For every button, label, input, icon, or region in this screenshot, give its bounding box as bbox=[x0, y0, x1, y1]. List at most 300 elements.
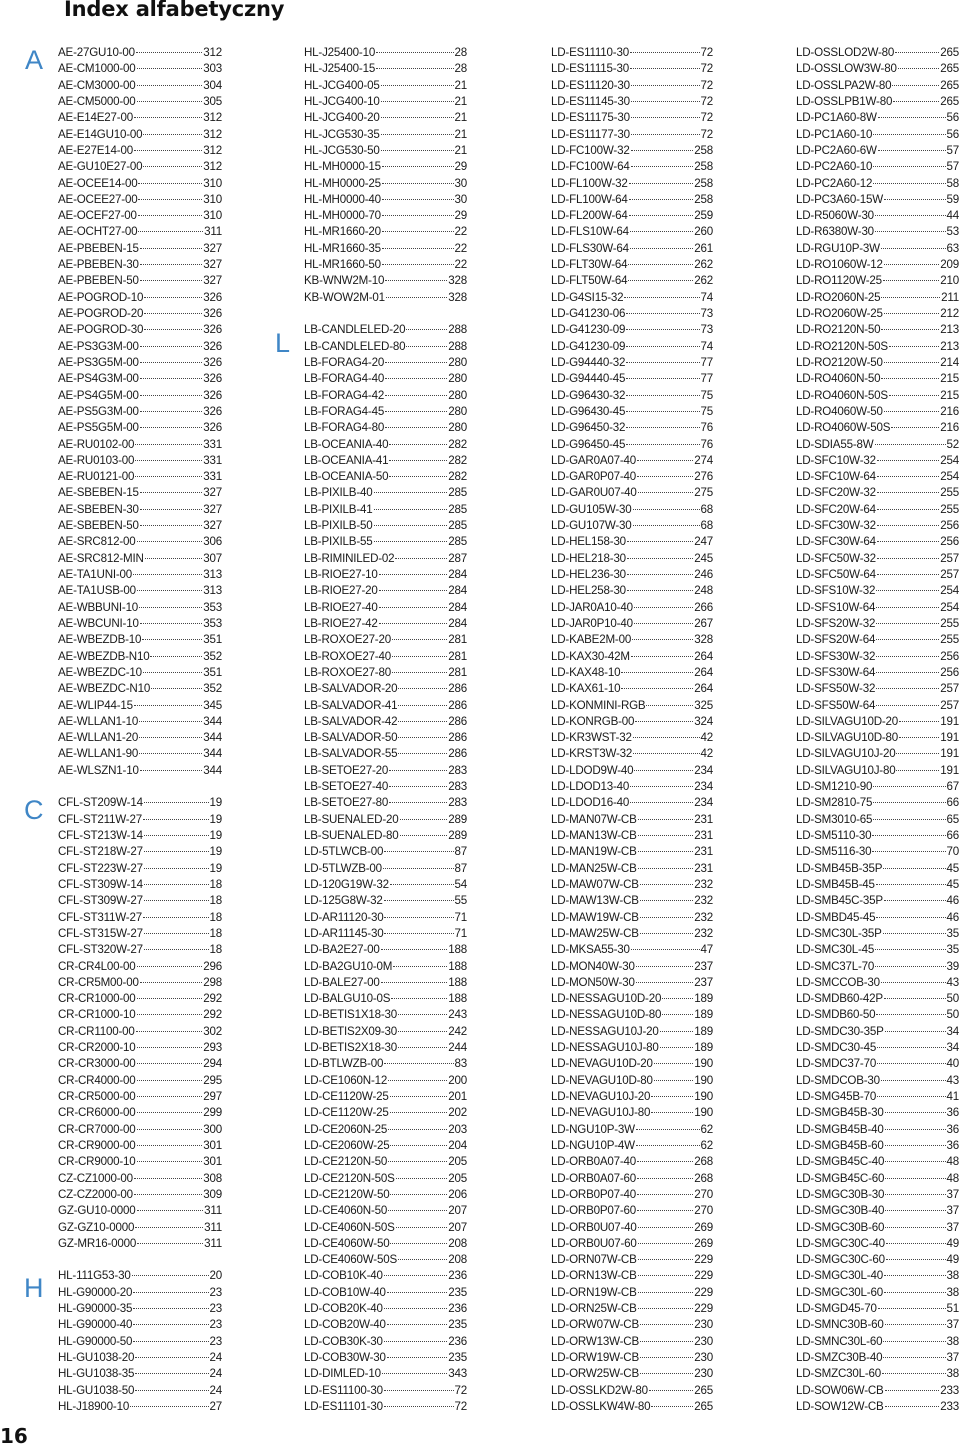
index-entry bbox=[304, 1187, 467, 1203]
dot-leader bbox=[873, 819, 945, 820]
index-entry bbox=[796, 795, 959, 811]
entry-page: 270 bbox=[694, 1187, 713, 1201]
dot-leader bbox=[135, 1390, 208, 1391]
entry-code: LD-RO2120W-50 bbox=[796, 355, 883, 369]
dot-leader bbox=[626, 427, 699, 428]
entry-code: LD-G4SI15-32 bbox=[551, 290, 624, 304]
entry-code: LB-PIXILB-50 bbox=[304, 519, 373, 533]
dot-leader bbox=[876, 590, 939, 591]
index-entry bbox=[796, 1334, 959, 1350]
index-entry bbox=[58, 143, 222, 159]
entry-page: 213 bbox=[940, 323, 959, 337]
entry-code: CFL-ST315W-27 bbox=[58, 926, 143, 940]
entry-code: LD-SMGB45C-40 bbox=[796, 1155, 885, 1169]
dot-leader bbox=[638, 868, 694, 869]
entry-page: 76 bbox=[700, 421, 713, 435]
dot-leader bbox=[640, 900, 693, 901]
entry-code: LB-OCEANIA-40 bbox=[304, 437, 389, 451]
entry-code: LD-RGU10P-3W bbox=[796, 241, 880, 255]
entry-code: CR-CR3000-00 bbox=[58, 1057, 136, 1071]
index-entry bbox=[796, 1383, 959, 1399]
entry-code: LD-BALGU10-0S bbox=[304, 992, 391, 1006]
entry-page: 283 bbox=[448, 763, 467, 777]
entry-page: 268 bbox=[694, 1171, 713, 1185]
index-entry bbox=[551, 388, 713, 404]
entry-code: LD-5TLWZB-00 bbox=[304, 861, 382, 875]
index-entry bbox=[304, 1122, 467, 1138]
dot-leader bbox=[876, 884, 946, 885]
entry-code: LD-LDOD9W-40 bbox=[551, 763, 634, 777]
entry-page: 56 bbox=[946, 127, 959, 141]
entry-page: 37 bbox=[946, 1318, 959, 1332]
dot-leader bbox=[638, 1259, 694, 1260]
entry-code: HL-J25400-10 bbox=[304, 46, 376, 59]
dot-leader bbox=[388, 1129, 447, 1130]
dot-leader bbox=[135, 1373, 208, 1374]
index-entry bbox=[796, 1171, 959, 1187]
dot-leader bbox=[892, 85, 939, 86]
dot-leader bbox=[385, 395, 447, 396]
index-entry bbox=[304, 159, 467, 175]
entry-page: 54 bbox=[454, 877, 467, 891]
index-entry bbox=[58, 404, 222, 420]
entry-page: 301 bbox=[203, 1155, 222, 1169]
index-entry bbox=[58, 795, 222, 811]
entry-page: 327 bbox=[203, 519, 222, 533]
section-letter-h: H bbox=[24, 1273, 44, 1303]
entry-page: 233 bbox=[940, 1383, 959, 1397]
index-entry bbox=[796, 1089, 959, 1105]
entry-code: LB-PIXILB-40 bbox=[304, 486, 373, 500]
dot-leader bbox=[876, 607, 939, 608]
index-entry bbox=[796, 94, 959, 110]
entry-code: LD-SFC30W-64 bbox=[796, 535, 876, 549]
index-entry bbox=[796, 812, 959, 828]
dot-leader bbox=[899, 721, 939, 722]
index-entry bbox=[58, 991, 222, 1007]
entry-page: 280 bbox=[448, 404, 467, 418]
dot-leader bbox=[875, 215, 946, 216]
entry-page: 254 bbox=[940, 584, 959, 598]
dot-leader bbox=[389, 460, 447, 461]
dot-leader bbox=[140, 525, 203, 526]
entry-code: LD-COB20K-40 bbox=[304, 1302, 383, 1316]
index-entry bbox=[304, 567, 467, 583]
index-entry bbox=[796, 502, 959, 518]
entry-code: AE-RU0102-00 bbox=[58, 437, 135, 451]
dot-leader bbox=[876, 1014, 945, 1015]
dot-leader bbox=[881, 982, 946, 983]
index-entry bbox=[304, 1105, 467, 1121]
entry-page: 325 bbox=[694, 698, 713, 712]
index-entry bbox=[551, 1203, 713, 1219]
entry-page: 266 bbox=[694, 600, 713, 614]
entry-page: 295 bbox=[203, 1073, 222, 1087]
entry-code: LD-5TLWCB-00 bbox=[304, 845, 384, 859]
dot-leader bbox=[884, 1275, 946, 1276]
entry-code: LD-SMB45B-35P bbox=[796, 861, 883, 875]
entry-page: 344 bbox=[203, 731, 222, 745]
entry-code: AE-OCEE14-00 bbox=[58, 176, 138, 190]
entry-code: HL-GU1038-35 bbox=[58, 1367, 135, 1381]
entry-page: 52 bbox=[946, 437, 959, 451]
index-entry bbox=[796, 1007, 959, 1023]
dot-leader bbox=[883, 933, 946, 934]
entry-page: 264 bbox=[694, 665, 713, 679]
index-entry bbox=[304, 502, 467, 518]
entry-page: 344 bbox=[203, 763, 222, 777]
entry-page: 212 bbox=[940, 307, 959, 320]
entry-page: 280 bbox=[448, 372, 467, 386]
entry-code: LD-ORB0A07-40 bbox=[551, 1155, 637, 1169]
index-entry bbox=[304, 404, 467, 420]
entry-page: 58 bbox=[946, 176, 959, 190]
entry-page: 210 bbox=[940, 274, 959, 288]
index-entry bbox=[58, 1383, 222, 1399]
dot-leader bbox=[885, 1390, 940, 1391]
entry-code: AE-PS3G3M-00 bbox=[58, 339, 139, 353]
entry-code: LD-AR11120-30 bbox=[304, 910, 384, 924]
dot-leader bbox=[137, 1210, 204, 1211]
index-entry bbox=[58, 1399, 222, 1415]
dot-leader bbox=[398, 753, 447, 754]
entry-code: LD-CE1120W-25 bbox=[304, 1106, 389, 1120]
index-entry bbox=[304, 78, 467, 94]
index-entry bbox=[796, 600, 959, 616]
index-entry bbox=[796, 534, 959, 550]
entry-code: CFL-ST213W-14 bbox=[58, 829, 143, 842]
dot-leader bbox=[886, 1259, 946, 1260]
dot-leader bbox=[884, 313, 939, 314]
index-entry bbox=[58, 877, 222, 893]
dot-leader bbox=[140, 492, 203, 493]
entry-page: 66 bbox=[946, 829, 959, 842]
dot-leader bbox=[385, 280, 447, 281]
dot-leader bbox=[133, 1292, 208, 1293]
index-entry bbox=[304, 437, 467, 453]
entry-page: 280 bbox=[448, 355, 467, 369]
index-entry bbox=[796, 975, 959, 991]
entry-page: 23 bbox=[209, 1302, 222, 1316]
dot-leader bbox=[384, 851, 453, 852]
entry-code: AE-SBEBEN-15 bbox=[58, 486, 139, 500]
entry-page: 293 bbox=[203, 1041, 222, 1055]
index-entry bbox=[551, 469, 713, 485]
index-entry bbox=[551, 1040, 713, 1056]
entry-code: LD-ORW07W-CB bbox=[551, 1318, 640, 1332]
dot-leader bbox=[885, 1406, 940, 1407]
entry-page: 72 bbox=[700, 127, 713, 141]
entry-page: 267 bbox=[694, 616, 713, 630]
index-column-3 bbox=[551, 45, 713, 1415]
index-entry bbox=[58, 649, 222, 665]
index-entry bbox=[796, 763, 959, 779]
entry-code: HL-JCG400-20 bbox=[304, 111, 380, 125]
entry-page: 24 bbox=[209, 1367, 222, 1381]
index-entry bbox=[796, 567, 959, 583]
entry-page: 188 bbox=[448, 975, 467, 989]
index-entry bbox=[551, 1220, 713, 1236]
entry-page: 313 bbox=[203, 584, 222, 598]
dot-leader bbox=[137, 1080, 203, 1081]
dot-leader bbox=[637, 1210, 693, 1211]
dot-leader bbox=[640, 1341, 693, 1342]
entry-code: LD-PC1A60-8W bbox=[796, 111, 877, 125]
entry-page: 245 bbox=[694, 551, 713, 565]
entry-code: AE-WLLAN1-10 bbox=[58, 714, 139, 728]
entry-code: GZ-MR16-0000 bbox=[58, 1236, 137, 1250]
entry-page: 302 bbox=[203, 1024, 222, 1038]
entry-page: 24 bbox=[209, 1351, 222, 1364]
dot-leader bbox=[389, 476, 447, 477]
dot-leader bbox=[382, 248, 454, 249]
index-entry bbox=[58, 1236, 222, 1252]
entry-page: 234 bbox=[694, 796, 713, 810]
entry-page: 77 bbox=[700, 355, 713, 369]
entry-code: LD-RO1120W-25 bbox=[796, 274, 882, 288]
entry-page: 27 bbox=[209, 1399, 222, 1413]
index-entry bbox=[304, 551, 467, 567]
dot-leader bbox=[389, 770, 447, 771]
entry-page: 232 bbox=[694, 910, 713, 924]
entry-page: 48 bbox=[946, 1155, 959, 1169]
index-entry bbox=[58, 1220, 222, 1236]
entry-page: 289 bbox=[448, 829, 467, 842]
index-entry bbox=[58, 1366, 222, 1382]
entry-code: LD-COB30K-30 bbox=[304, 1334, 383, 1348]
section-letter-l: L bbox=[275, 328, 291, 358]
dot-leader bbox=[381, 101, 454, 102]
entry-page: 47 bbox=[700, 943, 713, 957]
index-entry bbox=[304, 959, 467, 975]
entry-code: LB-SUENALED-80 bbox=[304, 829, 399, 842]
index-entry bbox=[551, 273, 713, 289]
index-entry bbox=[551, 1383, 713, 1399]
dot-leader bbox=[638, 835, 694, 836]
dot-leader bbox=[381, 117, 454, 118]
entry-page: 308 bbox=[203, 1171, 222, 1185]
dot-leader bbox=[133, 1324, 208, 1325]
entry-code: HL-111G53-30 bbox=[58, 1269, 131, 1283]
dot-leader bbox=[387, 1292, 447, 1293]
entry-page: 281 bbox=[448, 649, 467, 663]
dot-leader bbox=[398, 688, 447, 689]
index-entry bbox=[551, 437, 713, 453]
entry-page: 77 bbox=[700, 372, 713, 386]
dot-leader bbox=[134, 1178, 202, 1179]
index-entry bbox=[304, 1138, 467, 1154]
entry-code: CFL-ST223W-27 bbox=[58, 861, 143, 875]
dot-leader bbox=[884, 264, 939, 265]
entry-page: 232 bbox=[694, 926, 713, 940]
dot-leader bbox=[140, 427, 203, 428]
entry-page: 65 bbox=[946, 812, 959, 826]
dot-leader bbox=[139, 737, 202, 738]
entry-code: LD-CE4060N-50 bbox=[304, 1204, 388, 1218]
entry-page: 288 bbox=[448, 323, 467, 337]
index-entry bbox=[304, 1040, 467, 1056]
entry-code: LB-ROXOE27-40 bbox=[304, 649, 391, 663]
entry-page: 66 bbox=[946, 796, 959, 810]
dot-leader bbox=[381, 134, 454, 135]
dot-leader bbox=[637, 476, 693, 477]
entry-code: LD-PC1A60-10 bbox=[796, 127, 873, 141]
entry-page: 190 bbox=[694, 1090, 713, 1103]
entry-code: LD-ORW19W-CB bbox=[551, 1351, 640, 1364]
entry-page: 327 bbox=[203, 258, 222, 272]
entry-code: LD-SMBD45-45 bbox=[796, 910, 876, 924]
index-entry bbox=[304, 1024, 467, 1040]
index-entry bbox=[58, 45, 222, 61]
dot-leader bbox=[387, 1324, 447, 1325]
entry-code: LB-SALVADOR-42 bbox=[304, 714, 398, 728]
index-entry bbox=[796, 143, 959, 159]
dot-leader bbox=[384, 1275, 447, 1276]
entry-code: LD-KONMINI-RGB bbox=[551, 698, 646, 712]
dot-leader bbox=[630, 786, 693, 787]
dot-leader bbox=[876, 688, 939, 689]
dot-leader bbox=[398, 1031, 447, 1032]
entry-page: 351 bbox=[203, 665, 222, 679]
index-entry bbox=[58, 176, 222, 192]
index-entry bbox=[304, 1154, 467, 1170]
entry-code: LD-BALE27-00 bbox=[304, 975, 380, 989]
index-entry bbox=[796, 1122, 959, 1138]
dot-leader bbox=[884, 900, 946, 901]
dot-leader bbox=[388, 1210, 447, 1211]
entry-code: LD-SILVAGU10D-80 bbox=[796, 731, 899, 745]
entry-page: 70 bbox=[946, 845, 959, 859]
dot-leader bbox=[876, 672, 939, 673]
entry-page: 256 bbox=[940, 649, 959, 663]
dot-leader bbox=[381, 85, 454, 86]
index-entry bbox=[551, 110, 713, 126]
entry-page: 248 bbox=[694, 584, 713, 598]
index-entry bbox=[551, 942, 713, 958]
entry-page: 67 bbox=[946, 780, 959, 794]
entry-code: LD-SFS20W-64 bbox=[796, 633, 876, 647]
entry-page: 188 bbox=[448, 943, 467, 957]
index-entry bbox=[304, 926, 467, 942]
dot-leader bbox=[137, 1243, 203, 1244]
dot-leader bbox=[384, 1341, 447, 1342]
index-entry bbox=[304, 1203, 467, 1219]
dot-leader bbox=[873, 183, 945, 184]
index-entry bbox=[58, 290, 222, 306]
dot-leader bbox=[626, 395, 699, 396]
entry-page: 203 bbox=[448, 1122, 467, 1136]
index-entry bbox=[551, 1024, 713, 1040]
index-entry bbox=[551, 877, 713, 893]
dot-leader bbox=[881, 1080, 946, 1081]
dot-leader bbox=[134, 150, 202, 151]
entry-code: LD-MON50W-30 bbox=[551, 975, 635, 989]
entry-code: LD-GAR0U07-40 bbox=[551, 486, 637, 500]
entry-page: 37 bbox=[946, 1204, 959, 1218]
index-entry bbox=[58, 926, 222, 942]
entry-page: 286 bbox=[448, 731, 467, 745]
index-entry bbox=[304, 1073, 467, 1089]
dot-leader bbox=[144, 851, 209, 852]
entry-code: LB-RIOE27-42 bbox=[304, 616, 378, 630]
entry-code: HL-G90000-20 bbox=[58, 1285, 133, 1299]
entry-page: 230 bbox=[694, 1367, 713, 1381]
entry-page: 255 bbox=[940, 616, 959, 630]
index-entry bbox=[58, 1301, 222, 1317]
entry-page: 73 bbox=[700, 323, 713, 337]
section-gap bbox=[58, 1252, 222, 1268]
entry-page: 264 bbox=[694, 649, 713, 663]
index-entry bbox=[551, 1301, 713, 1317]
entry-code: LD-FLT30W-64 bbox=[551, 258, 628, 272]
entry-page: 42 bbox=[700, 731, 713, 745]
index-entry bbox=[796, 959, 959, 975]
entry-code: CR-CR1000-10 bbox=[58, 1008, 136, 1022]
entry-code: LD-R5060W-30 bbox=[796, 209, 874, 223]
entry-code: LD-HEL218-30 bbox=[551, 551, 626, 565]
index-entry bbox=[304, 1171, 467, 1187]
dot-leader bbox=[640, 1324, 693, 1325]
entry-page: 286 bbox=[448, 698, 467, 712]
entry-code: HL-MR1660-20 bbox=[304, 225, 381, 239]
entry-page: 276 bbox=[694, 470, 713, 484]
dot-leader bbox=[885, 1178, 945, 1179]
entry-code: AE-PS5G3M-00 bbox=[58, 404, 139, 418]
entry-page: 34 bbox=[946, 1041, 959, 1055]
entry-page: 35 bbox=[946, 943, 959, 957]
entry-code: LB-PIXILB-55 bbox=[304, 535, 373, 549]
entry-page: 43 bbox=[946, 975, 959, 989]
entry-code: AE-WLIP44-15 bbox=[58, 698, 133, 712]
entry-page: 265 bbox=[694, 1399, 713, 1413]
entry-code: LD-SMC30L-35P bbox=[796, 926, 882, 940]
index-entry bbox=[304, 649, 467, 665]
entry-code: LD-GU105W-30 bbox=[551, 502, 632, 516]
dot-leader bbox=[877, 541, 939, 542]
dot-leader bbox=[885, 1194, 945, 1195]
entry-code: CR-CR9000-00 bbox=[58, 1138, 136, 1152]
index-entry bbox=[551, 1007, 713, 1023]
index-entry bbox=[796, 1268, 959, 1284]
index-entry bbox=[304, 1285, 467, 1301]
dot-leader bbox=[137, 1063, 203, 1064]
entry-code: LD-SFC20W-64 bbox=[796, 502, 876, 516]
dot-leader bbox=[383, 868, 454, 869]
entry-code: LB-SETOE27-80 bbox=[304, 796, 389, 810]
index-column-2 bbox=[304, 45, 467, 1415]
index-entry bbox=[551, 583, 713, 599]
dot-leader bbox=[878, 150, 946, 151]
dot-leader bbox=[627, 590, 693, 591]
index-entry bbox=[58, 632, 222, 648]
entry-page: 326 bbox=[203, 290, 222, 304]
entry-page: 45 bbox=[946, 877, 959, 891]
entry-page: 235 bbox=[448, 1318, 467, 1332]
dot-leader bbox=[640, 1357, 693, 1358]
dot-leader bbox=[627, 541, 693, 542]
dot-leader bbox=[640, 884, 693, 885]
entry-code: LD-ES11175-30 bbox=[551, 111, 630, 125]
entry-page: 280 bbox=[448, 388, 467, 402]
entry-code: LD-CE4060N-50S bbox=[304, 1220, 395, 1234]
entry-page: 275 bbox=[694, 486, 713, 500]
entry-page: 230 bbox=[694, 1351, 713, 1364]
entry-code: CFL-ST218W-27 bbox=[58, 845, 143, 859]
entry-page: 256 bbox=[940, 535, 959, 549]
index-entry bbox=[58, 388, 222, 404]
index-entry bbox=[304, 453, 467, 469]
entry-code: CFL-ST309W-27 bbox=[58, 894, 143, 908]
